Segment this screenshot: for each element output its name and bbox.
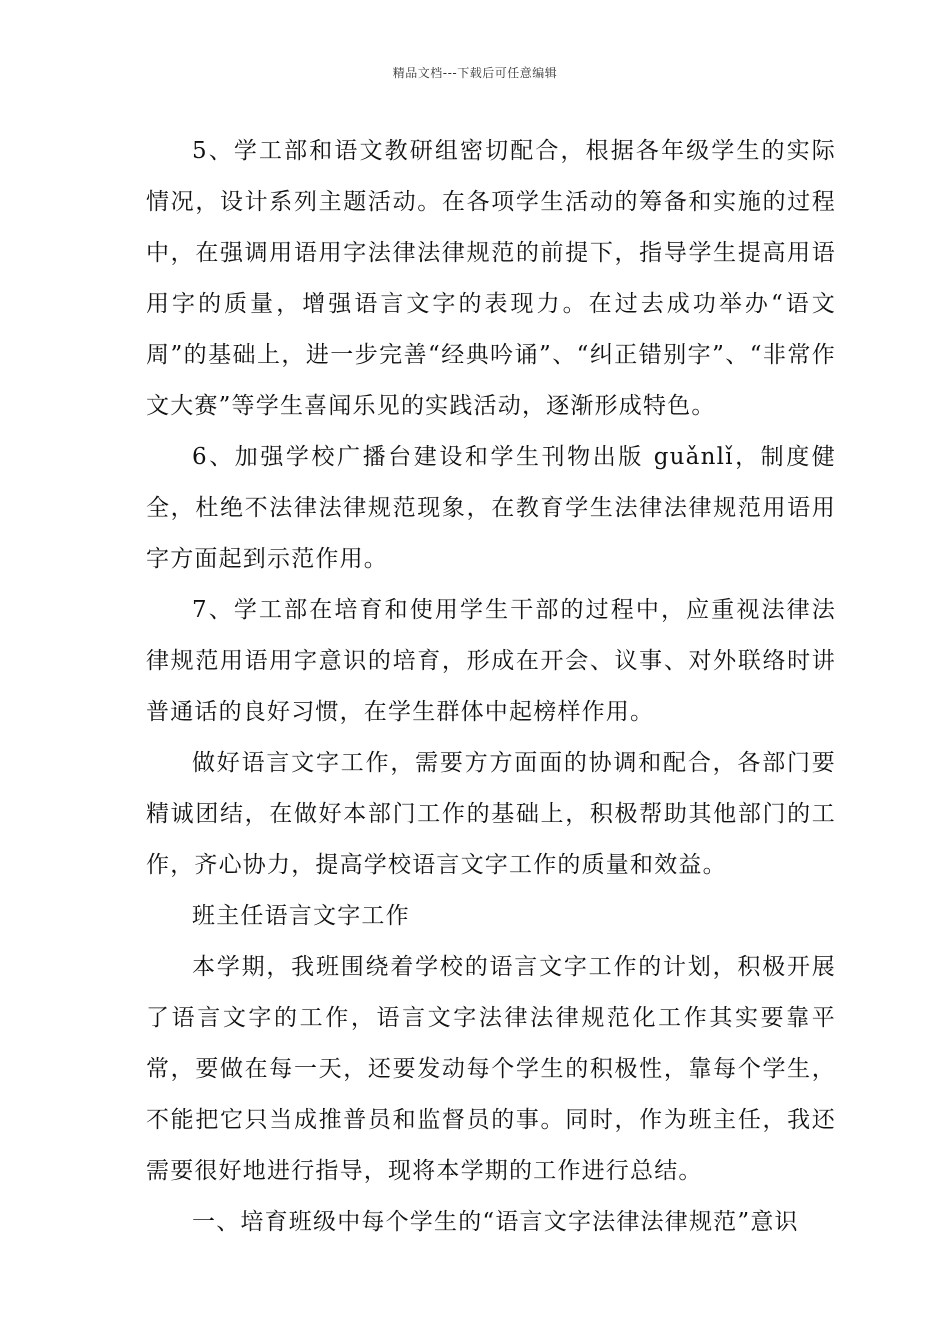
page-header: 精品文档---下载后可任意编辑 (392, 66, 558, 80)
paragraph-item-7: 7、学工部在培育和使用学生干部的过程中，应重视法律法律规范用语用字意识的培育，形成在开会、议事、对外联络时讲普通话的良好习惯，在学生群体中起榜样作用。 (146, 597, 836, 725)
paragraph-item-6: 6、加强学校广播台建设和学生刊物出版 guǎnlǐ，制度健全，杜绝不法律法律规范现象，在教育学生法律法律规范用语用字方面起到示范作用。 (146, 444, 836, 572)
paragraph-summary: 做好语言文字工作，需要方方面面的协调和配合，各部门要精诚团结，在做好本部门工作的基础上，积极帮助其他部门的工作，齐心协力，提高学校语言文字工作的质量和效益。 (146, 750, 836, 878)
document-body (146, 126, 836, 1248)
paragraph-item-5: 5、学工部和语文教研组密切配合，根据各年级学生的实际情况，设计系列主题活动。在各项学生活动的筹备和实施的过程中，在强调用语用字法律法律规范的前提下，指导学生提高用语用字的质量，增强语言文字的表现力。在过去成功举办“语文周”的基础上，进一步完善“经典吟诵”、“纠正错别字”、“非常作文大赛”等学生喜闻乐见的实践活动，逐渐形成特色。 (146, 138, 836, 419)
paragraph-intro: 本学期，我班围绕着学校的语言文字工作的计划，积极开展了语言文字的工作，语言文字法律法律规范化工作其实要靠平常，要做在每一天，还要发动每个学生的积极性，靠每个学生，不能把它只当成推普员和监督员的事。同时，作为班主任，我还需要很好地进行指导，现将本学期的工作进行总结。 (146, 954, 836, 1184)
section-subheading: 一、培育班级中每个学生的“语言文字法律法律规范”意识 (192, 1209, 799, 1235)
section-heading: 班主任语言文字工作 (192, 903, 410, 929)
